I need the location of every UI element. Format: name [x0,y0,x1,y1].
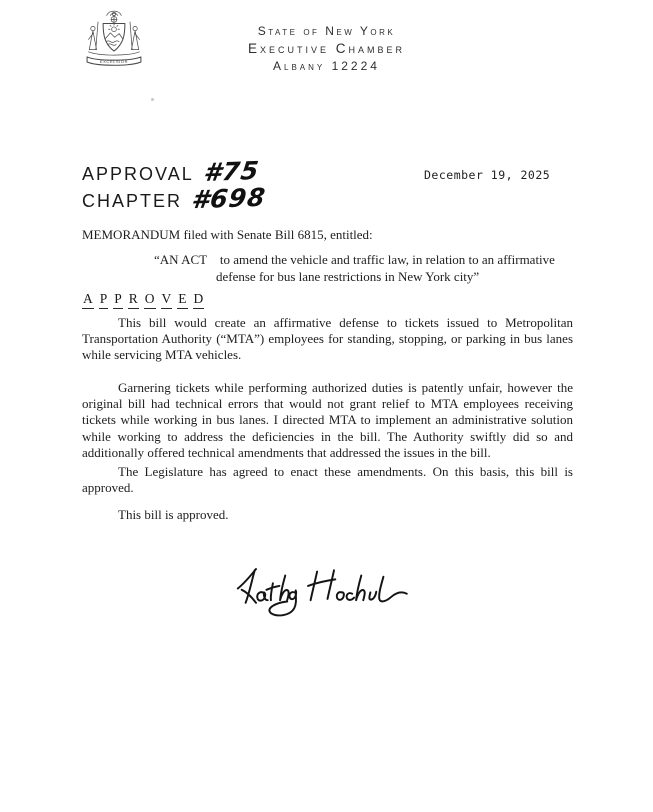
seal-motto-text: EXCELSIOR [99,59,129,65]
chapter-label: CHAPTER [82,191,183,211]
chapter-number-handwritten: #698 [190,182,268,215]
memo-date: December 19, 2025 [424,168,551,182]
approval-stamp-block [82,156,268,215]
bill-title-quote [82,252,582,285]
bill-title-line-2: defense for bus lane restrictions in New York city” [216,269,480,284]
memo-intro-line: MEMORANDUM filed with Senate Bill 6815, entitled: [82,227,373,242]
scan-artifact [151,98,154,101]
bill-title-line-1: “AN ACT to amend the vehicle and traffic law, in relation to an affirmative [154,252,555,267]
letterhead-city-zip: Albany 12224 [273,59,380,73]
approval-label: APPROVAL [82,164,194,184]
approval-number-handwritten: #75 [201,156,261,187]
memo-paragraph-1: This bill would create an affirmative defense to tickets issued to Metropolitan Transportation Authority (“MTA”) employees for standing, stopping, or parking in bus lanes while servicing MTA vehicles. [82,315,573,363]
memo-paragraph-3: The Legislature has agreed to enact these amendments. On this basis, this bill is approved. [82,464,573,496]
memo-paragraph-4: This bill is approved. [118,507,229,522]
chapter-row [82,182,268,215]
governor-signature [230,556,425,634]
approval-row [82,156,266,187]
memo-paragraph-2: Garnering tickets while performing authorized duties is patently unfair, however the original bill had technical errors that would not grant relief to MTA employees receiving tickets while working in bus lanes. I directed MTA to implement an administrative solution while working to address the deficiencies in the bill. The Authority swiftly did so and additionally offered technical amendments that addressed the issues in the bill. [82,380,573,460]
letterhead-chamber: Executive Chamber [247,41,406,56]
letterhead [0,24,653,73]
letterhead-state: State of New York [257,24,396,38]
approved-heading: A P P R O V E D [82,291,209,309]
